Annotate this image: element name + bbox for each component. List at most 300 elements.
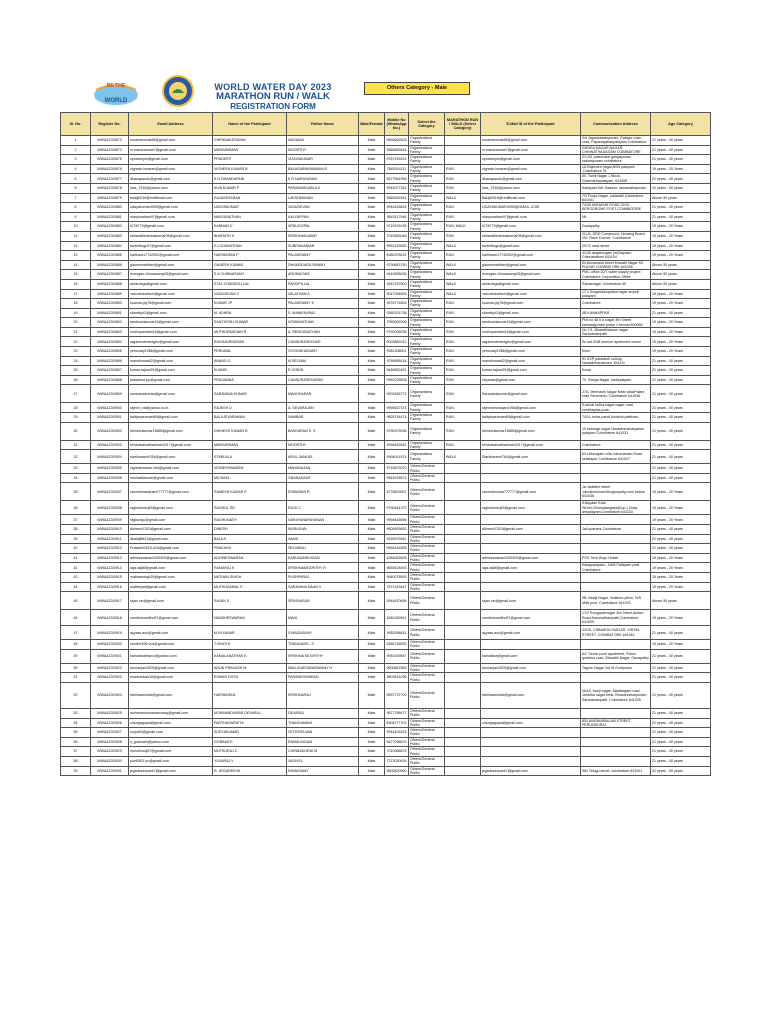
- table-cell: 9442757600: [385, 279, 409, 289]
- table-cell: DINESH: [213, 525, 287, 535]
- table-cell: arunanjan2929@gmail.com: [129, 663, 213, 673]
- table-cell: dhineshkumar16885@gmail.com: [129, 422, 213, 440]
- table-cell: [445, 728, 481, 738]
- table-cell: [445, 582, 481, 592]
- table-cell: 9578774804: [385, 299, 409, 309]
- table-cell: 49: [61, 649, 91, 663]
- table-cell: VIGNESHWARAN: [213, 464, 287, 474]
- table-cell: Male: [359, 534, 385, 544]
- table-cell: ETAL CHANDOLI LAL: [213, 279, 287, 289]
- table-cell: 45: [61, 592, 91, 610]
- table-cell: dhinesh7002@gmail.com: [481, 525, 581, 535]
- table-cell: 13: [61, 251, 91, 261]
- table-cell: RUN: [445, 337, 481, 347]
- table-cell: SRINIVASAN: [287, 592, 359, 610]
- table-cell: 58: [61, 756, 91, 766]
- table-cell: 21 years - 40 years: [651, 737, 711, 747]
- table-cell: kumar.rajesh01@gmail.com: [481, 366, 581, 376]
- table-cell: M.SELVAM: [287, 356, 359, 366]
- table-cell: RUN: [445, 174, 481, 184]
- table-row: [61, 413, 711, 423]
- table-cell: ARUMUGAM: [287, 270, 359, 280]
- table-cell: balajeyaraman89@gmail.com: [129, 413, 213, 423]
- table-cell: 4: [61, 164, 91, 174]
- table-cell: RUN: [445, 318, 481, 328]
- table-cell: Male: [359, 155, 385, 165]
- table-cell: 74/39 AVINASHI ROAD CIVIL AERODROME POST COIMBATORE: [581, 203, 651, 213]
- table-cell: mohamedumaradevaraj@gmail.com: [129, 708, 213, 718]
- table-cell: BASKARAN S. S: [287, 422, 359, 440]
- table-cell: SANTHOSH KUMAR: [213, 318, 287, 328]
- table-cell: shantkp42@gmail.com: [481, 308, 581, 318]
- table-row: [61, 337, 711, 347]
- table-cell: ARUL SAMUEL: [287, 450, 359, 464]
- table-cell: prasanna.pp@gmail.com: [129, 375, 213, 385]
- table-cell: KRISHNA MOORTHY: [287, 649, 359, 663]
- table-cell: 9952105508: [385, 375, 409, 385]
- table-cell: Male: [359, 337, 385, 347]
- table-cell: 53: [61, 708, 91, 718]
- table-cell: vinoth1995.vvd@gmail.com: [129, 640, 213, 650]
- table-cell: [581, 673, 651, 683]
- table-cell: balaji0016@rediffmail.com: [129, 193, 213, 203]
- table-cell: [445, 626, 481, 640]
- table-cell: 7010553046: [385, 231, 409, 241]
- table-cell: Male: [359, 251, 385, 261]
- table-cell: [445, 501, 481, 515]
- table-cell: karthiklogu07@gmail.com: [129, 241, 213, 251]
- table-cell: 1: [61, 136, 91, 146]
- table-cell: 7424, selva pandi koottchi pattinam: [581, 413, 651, 423]
- table-cell: RAMARAJ K: [213, 563, 287, 573]
- table-cell: 42: [61, 563, 91, 573]
- table-cell: PRASANNA: [213, 375, 287, 385]
- table-cell: ayyass.aoo@gmail.com: [129, 626, 213, 640]
- table-cell: 91 EXP paradesh colony, Narasimhanaicken. 641111: [581, 356, 651, 366]
- table-cell: [581, 747, 651, 757]
- table-cell: MATHAN SINGH: [213, 572, 287, 582]
- table-cell: Others/General Public: [409, 610, 445, 626]
- table-cell: RUN: [445, 422, 481, 440]
- table-cell: saravanakumar@gmail.com: [129, 385, 213, 403]
- table-cell: BALASUBRAMANIAN R: [287, 164, 359, 174]
- table-cell: RUN: [445, 385, 481, 403]
- table-cell: HARIHARAN: [213, 682, 287, 708]
- table-cell: THANGAMANI: [287, 718, 359, 728]
- table-cell: 40: [61, 544, 91, 554]
- table-cell: Male: [359, 403, 385, 413]
- table-cell: jegadeeshpark7@gmail.com: [129, 766, 213, 776]
- table-cell: 43: [61, 572, 91, 582]
- table-cell: 33: [61, 464, 91, 474]
- table-cell: VALATHAN A: [287, 289, 359, 299]
- table-cell: perumaly1986@gmail.com: [481, 347, 581, 357]
- table-cell: santhoshkumar18@gmail.com: [129, 318, 213, 328]
- table-cell: dhanapandu@gmail.com: [481, 174, 581, 184]
- table-cell: eswaradoss16@gmail.com: [129, 673, 213, 683]
- table-cell: 9655424693: [385, 563, 409, 573]
- table-cell: Others/General Public: [409, 663, 445, 673]
- table-cell: 21 years - 40 years: [651, 626, 711, 640]
- table-cell: 6380378432: [385, 251, 409, 261]
- table-row: [61, 483, 711, 501]
- table-cell: Above 50 years: [651, 279, 711, 289]
- table-cell: 23: [61, 347, 91, 357]
- table-cell: Male: [359, 592, 385, 610]
- table-cell: 9790683750: [385, 260, 409, 270]
- svg-text:WORLD: WORLD: [104, 98, 128, 104]
- table-cell: 25: [61, 366, 91, 376]
- table-cell: SUBRAMANIAN: [287, 241, 359, 251]
- table-cell: 21 years - 40 years: [651, 756, 711, 766]
- table-cell: MURUGAN: [287, 525, 359, 535]
- table-cell: WWA&23/0904: [91, 450, 129, 464]
- table-cell: 9789655118: [385, 356, 409, 366]
- table-cell: [581, 756, 651, 766]
- table-cell: 60, Tamil Nagar 1 Block, Gowmaranpalayam, 641006: [581, 174, 651, 184]
- table-cell: Male: [359, 270, 385, 280]
- table-cell: WWA&23/0919: [91, 626, 129, 640]
- table-row: [61, 718, 711, 728]
- table-cell: 9994527374: [385, 403, 409, 413]
- table-cell: 41: [61, 553, 91, 563]
- table-cell: [481, 544, 581, 554]
- table-cell: 21 years - 40 years: [651, 747, 711, 757]
- table-cell: 17: [61, 289, 91, 299]
- table-cell: Organizations Family: [409, 193, 445, 203]
- table-cell: WWA&23/0917: [91, 592, 129, 610]
- table-cell: MANIVARMAN: [213, 440, 287, 450]
- table-cell: 30: [61, 422, 91, 440]
- table-cell: 19: [61, 308, 91, 318]
- table-cell: S.MADASAMY: [287, 626, 359, 640]
- table-cell: 21 years - 40 years: [651, 385, 711, 403]
- table-cell: Nil: [581, 212, 651, 222]
- table-cell: Organizations Family: [409, 164, 445, 174]
- table-row: [61, 534, 711, 544]
- table-cell: Male: [359, 756, 385, 766]
- table-cell: Saravanakumar@gmail.com: [481, 385, 581, 403]
- table-cell: 9715109135: [385, 222, 409, 232]
- column-header: Communication Address: [581, 113, 651, 136]
- column-header: Mobile No (WhatsApp No.): [385, 113, 409, 136]
- table-row: [61, 553, 711, 563]
- table-cell: 52: [61, 682, 91, 708]
- table-cell: arunanjan2929@gmail.com: [481, 663, 581, 673]
- table-cell: Others/General Public: [409, 649, 445, 663]
- table-cell: kuamar.jay78@gmail.com: [481, 299, 581, 309]
- table-cell: T.VINOTH: [213, 640, 287, 650]
- table-row: [61, 464, 711, 474]
- table-cell: GANGA NAGAR NAGAR, CHINNATHADAGAM COIMBATORE: [581, 145, 651, 155]
- table-cell: 9150575942: [385, 534, 409, 544]
- table-cell: WWA&23/0885: [91, 251, 129, 261]
- table-cell: surya92@gmail.com: [129, 728, 213, 738]
- table-cell: karthiklogu@gmail.com: [481, 241, 581, 251]
- table-cell: R. JEGADEESH: [213, 766, 287, 776]
- table-row: [61, 270, 711, 280]
- table-cell: Others/General Public: [409, 673, 445, 683]
- table-cell: 7373030934: [385, 756, 409, 766]
- table-cell: Male: [359, 299, 385, 309]
- table-cell: RUN: [445, 375, 481, 385]
- table-cell: WALK: [445, 450, 481, 464]
- table-cell: Male: [359, 347, 385, 357]
- table-row: [61, 663, 711, 673]
- table-cell: 6381050911: [385, 610, 409, 626]
- table-cell: 19 years - 20 Years: [651, 347, 711, 357]
- table-cell: 21 years - 40 years: [651, 682, 711, 708]
- table-cell: 55: [61, 728, 91, 738]
- table-cell: 21 years - 40 years: [651, 403, 711, 413]
- table-cell: RAMALINGAM: [287, 737, 359, 747]
- table-cell: MOHAMADUMAR DEVARAJ: [213, 708, 287, 718]
- table-cell: 21 years - 40 years: [651, 718, 711, 728]
- table-cell: 9994444895: [385, 544, 409, 554]
- table-cell: 21 years - 40 years: [651, 728, 711, 738]
- table-cell: 9901556773: [385, 385, 409, 403]
- table-row: [61, 592, 711, 610]
- table-cell: manokumar82@gmail.com: [129, 356, 213, 366]
- table-cell: Starlinaravel784@gmail.com: [481, 450, 581, 464]
- table-cell: 9787153915: [385, 155, 409, 165]
- table-cell: spradeeptv@gmail.com: [481, 155, 581, 165]
- table-cell: WWA&23/0907: [91, 483, 129, 501]
- table-cell: ESWAR DOSS: [213, 673, 287, 683]
- table-cell: WALK: [445, 241, 481, 251]
- table-cell: 17 c Singanallurpalani nagar ampull palayam: [581, 289, 651, 299]
- table-cell: Others/General Public: [409, 582, 445, 592]
- table-cell: Others/General Public: [409, 747, 445, 757]
- table-cell: 10: [61, 222, 91, 232]
- table-cell: 28: [61, 403, 91, 413]
- table-cell: 64 Annamalai street bharath Nagar KK PUDUR COIMBATORE 641038: [581, 260, 651, 270]
- table-cell: Organizations Family: [409, 413, 445, 423]
- table-cell: [445, 515, 481, 525]
- table-cell: balajeyaraman89@gmail.com: [481, 413, 581, 423]
- table-cell: VENUGOPAL: [287, 222, 359, 232]
- table-cell: ashkmega@gmail.com: [481, 279, 581, 289]
- table-cell: RAMESH KUMAR E: [213, 483, 287, 501]
- table-cell: [445, 145, 481, 155]
- table-cell: 19 years - 20 Years: [651, 553, 711, 563]
- table-cell: MANOHARAN: [287, 385, 359, 403]
- table-cell: WWA&23/0882: [91, 222, 129, 232]
- table-cell: Organizations Family: [409, 155, 445, 165]
- table-cell: Male: [359, 366, 385, 376]
- table-cell: [445, 756, 481, 766]
- table-cell: 21 years - 40 years: [651, 464, 711, 474]
- table-cell: 9994615542: [385, 440, 409, 450]
- table-cell: [481, 515, 581, 525]
- table-cell: rameshkumar777777@gmail.com: [481, 483, 581, 501]
- table-cell: rajan.csr@gmail.com: [129, 592, 213, 610]
- table-cell: [445, 563, 481, 573]
- table-cell: srinivasarcartsalvam2017@gmail.com: [481, 440, 581, 450]
- table-cell: BALAJEYARAMAN: [213, 413, 287, 423]
- table-cell: Organizations Family: [409, 450, 445, 464]
- table-cell: WWA&23/0928: [91, 737, 129, 747]
- table-cell: Above 50 years: [651, 193, 711, 203]
- table-cell: 19 years - 20 Years: [651, 222, 711, 232]
- table-cell: 2/1-B, DRD Compound, Housing Board Vtd, Race Course, Coimbatore: [581, 231, 651, 241]
- table-cell: Male: [359, 501, 385, 515]
- table-row: [61, 422, 711, 440]
- table-cell: michaeltackan@gmail.com: [129, 473, 213, 483]
- table-cell: RUN: [445, 366, 481, 376]
- table-row: [61, 222, 711, 232]
- table-cell: Male: [359, 241, 385, 251]
- table-cell: MANIVARMAN: [213, 145, 287, 155]
- table-row: [61, 649, 711, 663]
- table-cell: M. ADHRA: [213, 308, 287, 318]
- table-cell: 21 years - 40 years: [651, 649, 711, 663]
- column-header: Male/Female: [359, 113, 385, 136]
- table-cell: WWA&23/0894: [91, 337, 129, 347]
- table-cell: A. RENGANATHAN: [287, 327, 359, 337]
- table-cell: Organizations Family: [409, 231, 445, 241]
- table-cell: WWA&23/0881: [91, 212, 129, 222]
- table-cell: Male: [359, 626, 385, 640]
- table-cell: 9944418815: [385, 203, 409, 213]
- table-cell: 19 years - 20 Years: [651, 582, 711, 592]
- table-cell: SURYAKUMAR: [213, 728, 287, 738]
- table-cell: WWA&23/0888: [91, 279, 129, 289]
- table-cell: 21 years - 40 years: [651, 544, 711, 554]
- column-header: Select the Category: [409, 113, 445, 136]
- table-cell: Male: [359, 582, 385, 592]
- table-cell: 9442895026: [385, 270, 409, 280]
- table-row: [61, 563, 711, 573]
- table-cell: Others/General Public: [409, 501, 445, 515]
- table-cell: 9600887663: [385, 663, 409, 673]
- table-cell: 21 years - 40 years: [651, 308, 711, 318]
- table-cell: raghukirub@9@gmail.com: [129, 501, 213, 515]
- table-cell: WWA&23/0906: [91, 473, 129, 483]
- table-cell: VAASI: [287, 534, 359, 544]
- table-row: [61, 403, 711, 413]
- table-cell: RUN: [445, 231, 481, 241]
- table-cell: hariharansilva@gmail.com: [481, 682, 581, 708]
- table-cell: [481, 728, 581, 738]
- table-cell: Above 50 years: [651, 592, 711, 610]
- table-cell: MANJUNATHAN: [213, 212, 287, 222]
- table-cell: [445, 155, 481, 165]
- table-cell: Male: [359, 145, 385, 155]
- table-cell: Tagore Nagar 3rd St Oodipudur: [581, 663, 651, 673]
- table-row: [61, 515, 711, 525]
- table-cell: Jail quarters Coimbatore: [581, 525, 651, 535]
- table-cell: ayyass.aoo@gmail.com: [481, 626, 581, 640]
- table-cell: MUTHUSAMAL S: [213, 582, 287, 592]
- table-cell: WWA&23/0925: [91, 708, 129, 718]
- table-cell: WWA&23/0879: [91, 193, 129, 203]
- table-cell: 6904277701: [385, 718, 409, 728]
- table-cell: PARAMASIVAM A K: [287, 183, 359, 193]
- table-cell: [581, 728, 651, 738]
- table-cell: Male: [359, 649, 385, 663]
- table-cell: Others/General Public: [409, 534, 445, 544]
- table-cell: [481, 756, 581, 766]
- table-row: [61, 164, 711, 174]
- table-cell: 57: [61, 747, 91, 757]
- table-cell: kamalkna@gmail.com: [481, 649, 581, 663]
- table-cell: [445, 473, 481, 483]
- table-cell: [581, 544, 651, 554]
- table-cell: Male: [359, 318, 385, 328]
- table-row: [61, 203, 711, 213]
- table-cell: GANESH KUMAR: [213, 260, 287, 270]
- table-cell: 9840078593: [385, 572, 409, 582]
- table-cell: BALAJI: [213, 534, 287, 544]
- table-cell: RUN: [445, 356, 481, 366]
- table-cell: Male: [359, 279, 385, 289]
- table-cell: RUN: [445, 251, 481, 261]
- table-cell: RAGHAVENDRAN: [213, 337, 287, 347]
- table-row: [61, 375, 711, 385]
- table-row: [61, 260, 711, 270]
- table-cell: 19 years - 20 Years: [651, 572, 711, 582]
- table-cell: [581, 464, 651, 474]
- table-cell: Organizations Family: [409, 385, 445, 403]
- table-cell: Plot no 48 b a nagar 4th Street kamarajpuram pudur Chennai 600068: [581, 318, 651, 328]
- column-header: Name of the Participant: [213, 113, 287, 136]
- table-cell: Others/General Public: [409, 708, 445, 718]
- table-cell: 34: [61, 473, 91, 483]
- table-cell: STARLIN A: [213, 450, 287, 464]
- table-cell: VADIVEL: [287, 756, 359, 766]
- table-cell: Male: [359, 375, 385, 385]
- table-cell: RAGHUL RD: [213, 501, 287, 515]
- table-cell: SELVARAJ: [287, 544, 359, 554]
- table-cell: 6384052628: [385, 553, 409, 563]
- table-cell: RAJAN S: [213, 592, 287, 610]
- table-cell: 12: [61, 241, 91, 251]
- table-cell: shantkp42@gmail.com: [129, 308, 213, 318]
- table-cell: PALANISAMY: [287, 251, 359, 261]
- table-cell: RUN: [445, 440, 481, 450]
- table-cell: adhineswaran2209303@gmail.com: [481, 553, 581, 563]
- table-body: [61, 136, 711, 776]
- table-row: [61, 308, 711, 318]
- column-header: Register No.: [91, 113, 129, 136]
- table-cell: 9944978673: [385, 473, 409, 483]
- table-cell: Organizations Family: [409, 422, 445, 440]
- table-cell: 19 years - 20 Years: [651, 241, 711, 251]
- table-cell: K R NARAYANAN: [287, 174, 359, 184]
- table-cell: jegadeeshpark7@gmail.com: [481, 766, 581, 776]
- table-cell: WWA&23/0870: [91, 136, 129, 146]
- table-cell: WALK: [445, 260, 481, 270]
- table-cell: WWA&23/0887: [91, 270, 129, 280]
- table-cell: 21 years - 40 years: [651, 708, 711, 718]
- table-row: [61, 640, 711, 650]
- table-row: [61, 155, 711, 165]
- table-cell: nandhesvsrithu57@gmail.com: [129, 610, 213, 626]
- table-row: [61, 525, 711, 535]
- table-cell: yuvi0502.yv@gmail.com: [129, 756, 213, 766]
- table-cell: 9790444707: [385, 501, 409, 515]
- table-cell: 17/2 Rungavalinagar 3rd Street,Ambur Road,Karumathampatti,Coimbatore 641659: [581, 610, 651, 626]
- table-cell: Others/General Public: [409, 640, 445, 650]
- table-cell: [481, 582, 581, 592]
- table-cell: RAJASEKARAN: [213, 193, 287, 203]
- table-cell: WWA&23/0889: [91, 289, 129, 299]
- table-cell: KAMALANATHAN K: [213, 649, 287, 663]
- table-cell: WWA&23/0921: [91, 649, 129, 663]
- table-cell: RUN: [445, 299, 481, 309]
- registration-table-wrap: [60, 112, 693, 776]
